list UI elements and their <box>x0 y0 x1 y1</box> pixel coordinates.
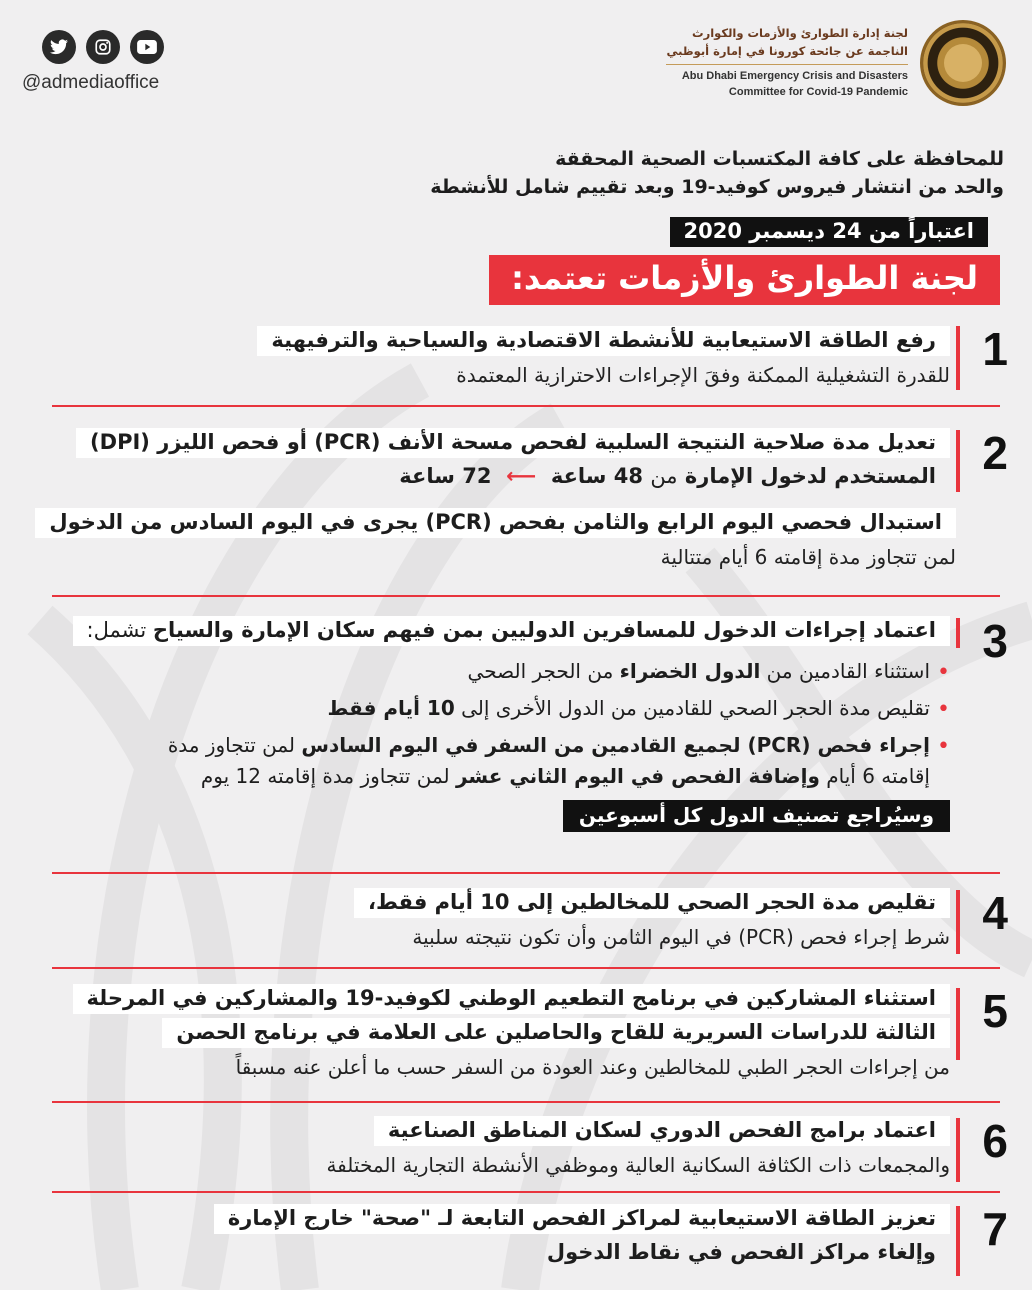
item-text: والمجمعات ذات الكثافة السكانية العالية وموظفي الأنشطة التجارية المختلفة <box>326 1153 950 1177</box>
bullet-green-countries: • استثناء القادمين من الدول الخضراء من الحجر الصحي <box>50 656 950 687</box>
item-text: شرط إجراء فحص (PCR) في اليوم الثامن وأن تكون نتيجته سلبية <box>412 925 950 949</box>
list-item-5 <box>24 982 1008 1094</box>
item-number: 4 <box>982 887 1008 939</box>
list-item-3 <box>24 612 1008 862</box>
instagram-icon[interactable] <box>86 30 120 64</box>
twitter-icon[interactable] <box>42 30 76 64</box>
item-number: 2 <box>982 427 1008 479</box>
intro-line-2: والحد من انتشار فيروس كوفيد-19 وبعد تقييم شامل للأنشطة <box>430 175 1004 198</box>
logo-arabic-line-2: الناجمة عن جائحة كورونا في إمارة أبوظبي <box>666 43 908 58</box>
item-highlight: اعتماد إجراءات الدخول للمسافرين الدوليين بمن فيهم سكان الإمارة والسياح تشمل: <box>73 616 950 646</box>
item-bar <box>956 326 960 390</box>
divider <box>52 1101 1000 1103</box>
list-item-4 <box>24 886 1008 958</box>
item-highlight-2: الثالثة للدراسات السريرية للقاح والحاصلين على العلامة في برنامج الحصن <box>162 1018 950 1048</box>
intro-line-1: للمحافظة على كافة المكتسبات الصحية المحققة <box>555 148 1004 170</box>
social-handle[interactable]: @admediaoffice <box>22 72 160 93</box>
item-bar <box>956 1206 960 1276</box>
item-bar <box>956 618 960 648</box>
review-tag: وسيُراجع تصنيف الدول كل أسبوعين <box>563 800 950 832</box>
social-block <box>22 30 182 94</box>
arrow-left-icon: ⟵ <box>498 464 544 488</box>
item-highlight-3: استبدال فحصي اليوم الرابع والثامن بفحص (PCR) يجرى في اليوم السادس من الدخول <box>35 508 956 538</box>
item-text: للقدرة التشغيلية الممكنة وفقَ الإجراءات الاحترازية المعتمدة <box>456 363 950 387</box>
item-highlight: تقليص مدة الحجر الصحي للمخالطين إلى 10 أيام فقط، <box>354 888 950 918</box>
item-number: 7 <box>982 1203 1008 1255</box>
item-number: 3 <box>982 615 1008 667</box>
youtube-icon[interactable] <box>130 30 164 64</box>
item-bar <box>956 430 960 492</box>
item-bar <box>956 890 960 954</box>
logo-english-line-2: Committee for Covid-19 Pandemic <box>728 86 908 99</box>
divider <box>52 872 1000 874</box>
item-highlight: اعتماد برامج الفحص الدوري لسكان المناطق الصناعية <box>374 1116 950 1146</box>
list-item-2-extra <box>24 508 1008 588</box>
item-number: 5 <box>982 985 1008 1037</box>
list-item-7 <box>24 1202 1008 1282</box>
divider <box>52 405 1000 407</box>
divider <box>52 967 1000 969</box>
item-highlight-2: وإلغاء مراكز الفحص في نقاط الدخول <box>546 1240 936 1264</box>
item-bar <box>956 1118 960 1182</box>
divider <box>52 595 1000 597</box>
bullet-pcr-test: • إجراء فحص (PCR) لجميع القادمين من السفر في اليوم السادس لمن تتجاوز مدة إقامته 6 أيام وإضافة الفحص في اليوم الثاني عشر لمن تتجاوز مدة إقامته 12 يوم <box>50 730 950 792</box>
list-item-1 <box>24 322 1008 394</box>
item-text: لمن تتجاوز مدة إقامته 6 أيام متتالية <box>660 545 956 569</box>
logo-divider <box>666 64 908 65</box>
date-tag: اعتباراً من 24 ديسمبر 2020 <box>670 217 988 247</box>
item-highlight-2: المستخدم لدخول الإمارة من 48 ساعة ⟵ 72 ساعة <box>399 464 936 488</box>
committee-logo <box>666 20 1006 106</box>
logo-english-line-1: Abu Dhabi Emergency Crisis and Disasters <box>681 70 908 83</box>
logo-arabic-line-1: لجنة إدارة الطوارئ والأزمات والكوارث <box>692 25 908 40</box>
item-highlight-1: تعزيز الطاقة الاستيعابية لمراكز الفحص التابعة لـ "صحة" خارج الإمارة <box>214 1204 950 1234</box>
item-number: 6 <box>982 1115 1008 1167</box>
list-item-6 <box>24 1114 1008 1186</box>
item-highlight: رفع الطاقة الاستيعابية للأنشطة الاقتصادية والسياحية والترفيهية <box>257 326 950 356</box>
emblem-seal-icon <box>920 20 1006 106</box>
committee-tag: لجنة الطوارئ والأزمات تعتمد: <box>489 255 1000 305</box>
item-highlight-1: استثناء المشاركين في برنامج التطعيم الوطني لكوفيد-19 والمشاركين في المرحلة <box>73 984 950 1014</box>
item-highlight-1: تعديل مدة صلاحية النتيجة السلبية لفحص مسحة الأنف (PCR) أو فحص الليزر (DPI) <box>76 428 950 458</box>
item-text: من إجراءات الحجر الطبي للمخالطين وعند العودة من السفر حسب ما أعلن عنه مسبقاً <box>235 1055 950 1079</box>
bullet-quarantine: • تقليص مدة الحجر الصحي للقادمين من الدول الأخرى إلى 10 أيام فقط <box>50 693 950 724</box>
intro-text <box>430 146 1004 201</box>
item-number: 1 <box>982 323 1008 375</box>
item-bar <box>956 988 960 1060</box>
divider <box>52 1191 1000 1193</box>
